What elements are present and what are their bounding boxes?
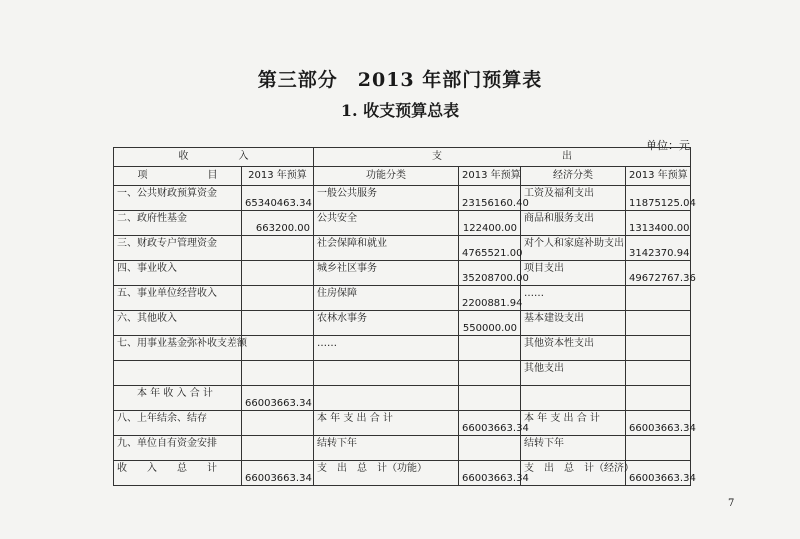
- economic-item-cell: 工资及福利支出: [521, 186, 626, 211]
- income-item-cell: 本 年 收 入 合 计: [114, 386, 242, 411]
- functional-item-cell: 支 出 总 计（功能）: [314, 461, 459, 486]
- table-row: [114, 361, 691, 386]
- functional-amount-cell: 4765521.00: [459, 236, 521, 261]
- functional-amount-cell: 66003663.34: [459, 461, 521, 486]
- economic-amount-cell: 1313400.00: [626, 211, 691, 236]
- unit-label: 单位：元: [646, 139, 690, 152]
- income-amount-cell: [242, 236, 314, 261]
- economic-amount-cell: [626, 361, 691, 386]
- economic-amount-cell: 3142370.94: [626, 236, 691, 261]
- income-item-cell: [114, 361, 242, 386]
- economic-amount-cell: 49672767.36: [626, 261, 691, 286]
- economic-amount-cell: 11875125.04: [626, 186, 691, 211]
- income-item-cell: 五、事业单位经营收入: [114, 286, 242, 311]
- header-row-1: [114, 148, 691, 167]
- table-row: [114, 336, 691, 361]
- functional-amount-cell: 35208700.00: [459, 261, 521, 286]
- functional-amount-cell: [459, 336, 521, 361]
- income-amount-cell: [242, 286, 314, 311]
- income-amount-cell: 66003663.34: [242, 386, 314, 411]
- header-economic: 经济分类: [521, 167, 626, 186]
- economic-amount-cell: 66003663.34: [626, 461, 691, 486]
- page-number: 7: [728, 498, 735, 509]
- functional-amount-cell: [459, 386, 521, 411]
- income-amount-cell: [242, 261, 314, 286]
- table-row: [114, 436, 691, 461]
- table-row: [114, 211, 691, 236]
- income-amount-cell: [242, 311, 314, 336]
- table-row: [114, 461, 691, 486]
- table-row: [114, 386, 691, 411]
- economic-amount-cell: [626, 336, 691, 361]
- table-row: [114, 311, 691, 336]
- table-row: [114, 236, 691, 261]
- income-item-cell: 三、财政专户管理资金: [114, 236, 242, 261]
- header-functional: 功能分类: [314, 167, 459, 186]
- functional-amount-cell: 550000.00: [459, 311, 521, 336]
- page-title: 第三部分 2013 年部门预算表: [257, 69, 543, 91]
- header-income: 收 入: [114, 148, 314, 167]
- header-functional-budget: 2013 年预算: [459, 167, 521, 186]
- economic-item-cell: ……: [521, 286, 626, 311]
- functional-item-cell: 公共安全: [314, 211, 459, 236]
- income-amount-cell: 66003663.34: [242, 461, 314, 486]
- income-amount-cell: [242, 436, 314, 461]
- table-row: [114, 186, 691, 211]
- functional-item-cell: 城乡社区事务: [314, 261, 459, 286]
- budget-summary-table: [113, 147, 696, 486]
- income-amount-cell: [242, 336, 314, 361]
- functional-item-cell: 结转下年: [314, 436, 459, 461]
- functional-item-cell: [314, 361, 459, 386]
- economic-item-cell: 对个人和家庭补助支出: [521, 236, 626, 261]
- income-item-cell: 二、政府性基金: [114, 211, 242, 236]
- income-amount-cell: 65340463.34: [242, 186, 314, 211]
- header-economic-budget: 2013 年预算: [626, 167, 691, 186]
- functional-item-cell: 农林水事务: [314, 311, 459, 336]
- functional-item-cell: 一般公共服务: [314, 186, 459, 211]
- functional-item-cell: 住房保障: [314, 286, 459, 311]
- functional-item-cell: 社会保障和就业: [314, 236, 459, 261]
- functional-amount-cell: 122400.00: [459, 211, 521, 236]
- economic-item-cell: 商品和服务支出: [521, 211, 626, 236]
- economic-amount-cell: [626, 286, 691, 311]
- economic-item-cell: 其他资本性支出: [521, 336, 626, 361]
- economic-item-cell: 项目支出: [521, 261, 626, 286]
- income-amount-cell: 663200.00: [242, 211, 314, 236]
- economic-item-cell: 基本建设支出: [521, 311, 626, 336]
- functional-amount-cell: 23156160.40: [459, 186, 521, 211]
- header-expense: 支 出: [314, 148, 691, 167]
- functional-item-cell: ……: [314, 336, 459, 361]
- income-amount-cell: [242, 411, 314, 436]
- income-item-cell: 七、用事业基金弥补收支差额: [114, 336, 242, 361]
- economic-amount-cell: [626, 311, 691, 336]
- functional-item-cell: 本 年 支 出 合 计: [314, 411, 459, 436]
- header-income-budget: 2013 年预算: [242, 167, 314, 186]
- functional-item-cell: [314, 386, 459, 411]
- functional-amount-cell: [459, 436, 521, 461]
- header-item: 项 目: [114, 167, 242, 186]
- economic-amount-cell: 66003663.34: [626, 411, 691, 436]
- functional-amount-cell: [459, 361, 521, 386]
- table-body: [114, 186, 696, 486]
- economic-amount-cell: [626, 436, 691, 461]
- table-row: [114, 411, 691, 436]
- economic-amount-cell: [626, 386, 691, 411]
- economic-item-cell: [521, 386, 626, 411]
- economic-item-cell: 支 出 总 计（经济）: [521, 461, 626, 486]
- economic-item-cell: 本 年 支 出 合 计: [521, 411, 626, 436]
- header-row-2: [114, 167, 691, 186]
- table-row: [114, 261, 691, 286]
- income-item-cell: 八、上年结余、结存: [114, 411, 242, 436]
- economic-item-cell: 结转下年: [521, 436, 626, 461]
- functional-amount-cell: 2200881.94: [459, 286, 521, 311]
- income-item-cell: 六、其他收入: [114, 311, 242, 336]
- income-item-cell: 四、事业收入: [114, 261, 242, 286]
- economic-item-cell: 其他支出: [521, 361, 626, 386]
- table-subtitle: 1. 收支预算总表: [340, 101, 460, 120]
- functional-amount-cell: 66003663.34: [459, 411, 521, 436]
- income-amount-cell: [242, 361, 314, 386]
- income-item-cell: 一、公共财政预算资金: [114, 186, 242, 211]
- income-item-cell: 收 入 总 计: [114, 461, 242, 486]
- table-row: [114, 286, 691, 311]
- income-item-cell: 九、单位自有资金安排: [114, 436, 242, 461]
